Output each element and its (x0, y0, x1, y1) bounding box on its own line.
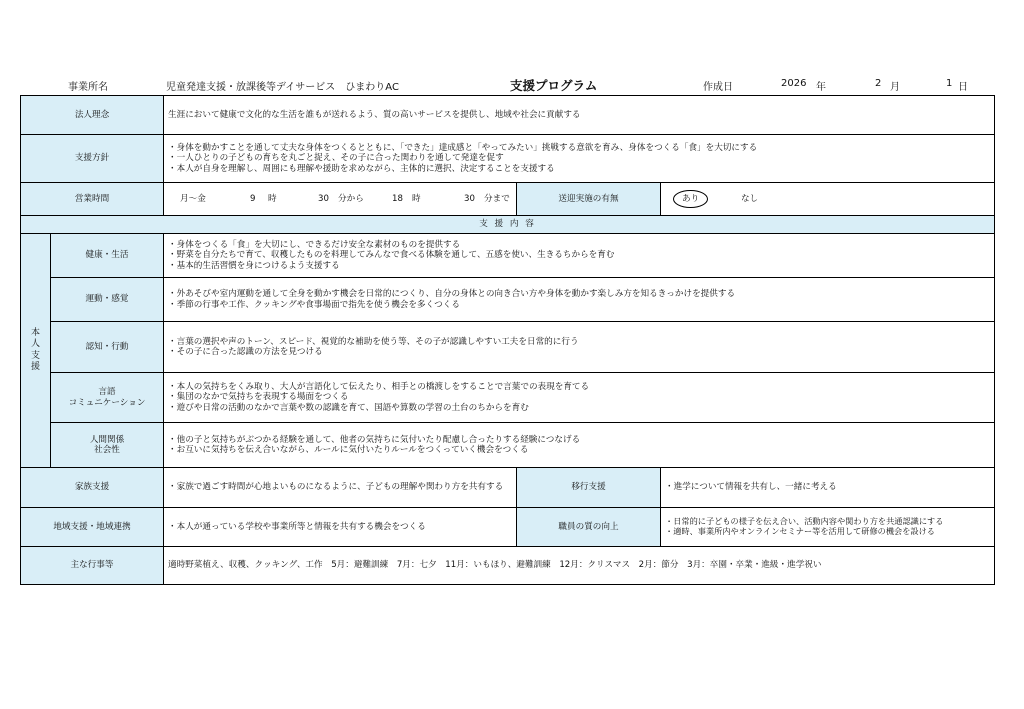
self-support-row (21, 322, 995, 373)
community-text: ・本人が通っている学校や事業所等と情報を共有する機会をつくる (164, 508, 517, 547)
transition-text: ・進学について情報を共有し、一緒に考える (661, 468, 995, 508)
transport-yes-circled: あり (673, 190, 708, 208)
office-label: 事業所名 (68, 82, 108, 93)
self-support-category: 運動・感覚 (51, 278, 164, 322)
staff-text: ・日常的に子どもの様子を伝え合い、活動内容や関わり方を共通認識にする ・適時、事業所内やオンラインセミナー等を活用して研修の機会を設ける (661, 508, 995, 547)
hours-to-unit: 分まで (484, 193, 510, 204)
created-year: 2026 (781, 78, 807, 89)
policy-line: ・身体を動かすことを通して丈夫な身体をつくるとともに、「できた」達成感と「やってみたい」挑戦する意欲を育み、身体をつくる「食」を大切にする (168, 143, 758, 154)
hours-end-hour: 18 (392, 193, 403, 204)
family-text: ・家族で過ごす時間が心地よいものになるように、子どもの理解や関わり方を共有する (164, 468, 517, 508)
philosophy-label: 法人理念 (21, 96, 164, 135)
support-program-table (20, 95, 995, 585)
support-header: 支 援 内 容 (21, 216, 995, 234)
hours-label: 営業時間 (21, 183, 164, 216)
hours-from-unit: 分から (338, 193, 364, 204)
office-name: 児童発達支援・放課後等デイサービス ひまわりAC (166, 82, 399, 93)
policy-text (164, 135, 995, 183)
policy-label: 支援方針 (21, 135, 164, 183)
philosophy-row (21, 96, 995, 135)
month-unit: 月 (890, 82, 900, 93)
self-support-row (21, 278, 995, 322)
hours-value (164, 183, 517, 216)
philosophy-text: 生涯において健康で文化的な生活を誰もが送れるよう、質の高いサービスを提供し、地域や社会に貢献する (164, 96, 995, 135)
self-support-row (21, 234, 995, 278)
hours-start-hour-unit: 時 (268, 193, 277, 204)
self-support-content: ・他の子と気持ちがぶつかる経験を通して、他者の気持ちに気付いたり配慮し合ったりする経験につなげる ・お互いに気持ちを伝え合いながら、ルールに気付いたりルールをつくっていく機会をつくる (164, 423, 995, 468)
hours-end-hour-unit: 時 (412, 193, 421, 204)
transport-no: なし (740, 193, 759, 204)
self-support-category: 人間関係 社会性 (51, 423, 164, 468)
hours-row (21, 183, 995, 216)
events-text: 適時野菜植え、収穫、クッキング、工作 5月：避難訓練 7月：七夕 11月：いもほり、避難訓練 12月：クリスマス 2月：節分 3月：卒園・卒業・進級・進学祝い (164, 547, 995, 585)
transition-label: 移行支援 (517, 468, 661, 508)
self-support-content: ・言葉の選択や声のトーン、スピード、視覚的な補助を使う等、その子が認識しやすい工夫を日常的に行う ・その子に合った認識の方法を見つける (164, 322, 995, 373)
day-unit: 日 (958, 82, 968, 93)
self-support-category: 認知・行動 (51, 322, 164, 373)
self-support-content: ・外あそびや室内運動を通して全身を動かす機会を日常的につくり、自分の身体との向き合い方や身体を動かす楽しみ方を知るきっかけを提供する ・季節の行事や工作、クッキングや食事場面で指先を使う機会を多くつくる (164, 278, 995, 322)
community-label: 地域支援・地域連携 (21, 508, 164, 547)
self-support-row (21, 423, 995, 468)
family-label: 家族支援 (21, 468, 164, 508)
policy-row (21, 135, 995, 183)
hours-start-min: 30 (318, 193, 329, 204)
transport-value (661, 183, 995, 216)
hours-days: 月～金 (180, 193, 206, 204)
staff-label: 職員の質の向上 (517, 508, 661, 547)
events-row (21, 547, 995, 585)
created-label: 作成日 (703, 82, 733, 93)
hours-start-hour: 9 (250, 193, 256, 204)
self-support-content: ・本人の気持ちをくみ取り、大人が言語化して伝えたり、相手との橋渡しをすることで言葉での表現を育てる ・集団のなかで気持ちを表現する場面をつくる ・遊びや日常の活動のなかで言葉や数の認識を育て、国語や算数の学習の土台のちからを育む (164, 373, 995, 423)
self-support-row (21, 373, 995, 423)
self-support-category: 言語 コミュニケーション (51, 373, 164, 423)
family-row (21, 468, 995, 508)
policy-line: ・一人ひとりの子どもの育ちを丸ごと捉え、その子に合った関わりを通して発達を促す (168, 153, 504, 164)
policy-line: ・本人が自身を理解し、周囲にも理解や援助を求めながら、主体的に選択、決定することを支援する (168, 163, 555, 174)
self-support-category: 健康・生活 (51, 234, 164, 278)
created-month: 2 (875, 78, 882, 89)
page-title: 支援プログラム (510, 78, 598, 93)
created-day: 1 (946, 78, 953, 89)
hours-end-min: 30 (464, 193, 475, 204)
events-label: 主な行事等 (21, 547, 164, 585)
self-support-content: ・身体をつくる「食」を大切にし、できるだけ安全な素材のものを提供する ・野菜を自分たちで育て、収穫したものを料理してみんなで食べる体験を通して、五感を使い、生きるちからを育む ・基本的生活習慣を身につけるよう支援する (164, 234, 995, 278)
year-unit: 年 (816, 82, 826, 93)
community-row (21, 508, 995, 547)
transport-label: 送迎実施の有無 (517, 183, 661, 216)
self-support-label: 本人支援 (21, 234, 51, 468)
support-header-row (21, 216, 995, 234)
